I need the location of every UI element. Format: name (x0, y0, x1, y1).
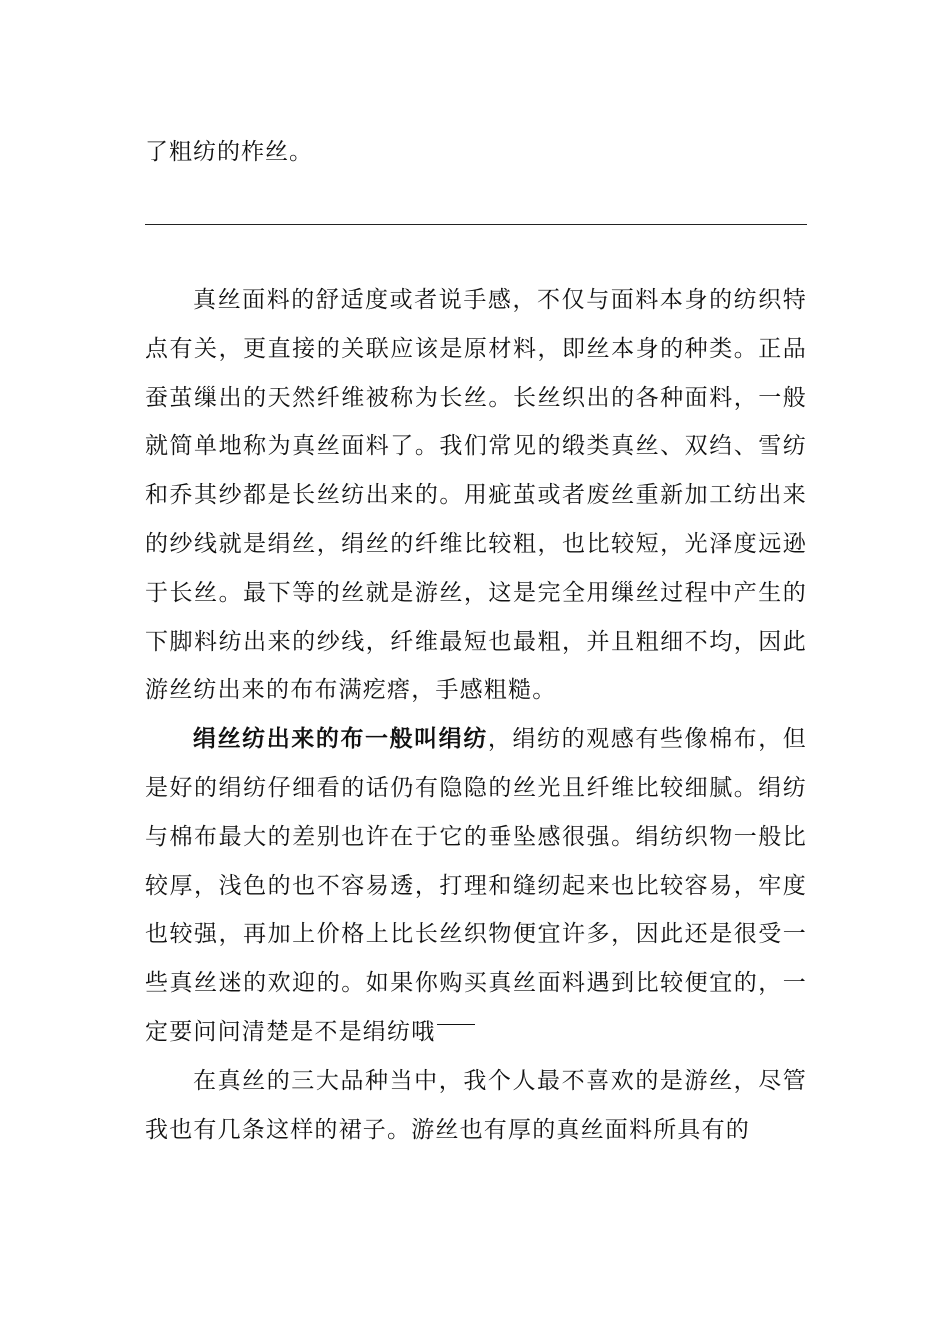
paragraph-text: ，绢纺的观感有些像棉布，但是好的绢纺仔细看的话仍有隐隐的丝光且纤维比较细腻。绢纺与棉布最大的差别也许在于它的垂坠感很强。绢纺织物一般比较厚，浅色的也不容易透，打理和缝纫起来也比较容易，牢度也较强，再加上价格上比长丝织物便宜许多，因此还是很受一些真丝迷的欢迎的。如果你购买真丝面料遇到比较便宜的，一定要问问清楚是不是绢纺哦 (145, 726, 807, 1045)
paragraph-floss-silk (145, 1057, 807, 1155)
paragraph-text: 在真丝的三大品种当中，我个人最不喜欢的是游丝，尽管我也有几条这样的裙子。游丝也有厚的真丝面料所具有的 (145, 1067, 807, 1143)
paragraph-silk-types (145, 276, 807, 715)
em-dash-line (437, 1024, 475, 1025)
continuation-line: 了粗纺的柞丝。 (145, 139, 313, 165)
section-divider (145, 224, 807, 225)
body-text (145, 276, 807, 1154)
paragraph-text: 真丝面料的舒适度或者说手感，不仅与面料本身的纺织特点有关，更直接的关联应该是原材料，即丝本身的种类。正品蚕茧缫出的天然纤维被称为长丝。长丝织出的各种面料，一般就简单地称为真丝面料了。我们常见的缎类真丝、双绉、雪纺和乔其纱都是长丝纺出来的。用疵茧或者废丝重新加工纺出来的纱线就是绢丝，绢丝的纤维比较粗，也比较短，光泽度远逊于长丝。最下等的丝就是游丝，这是完全用缫丝过程中产生的下脚料纺出来的纱线，纤维最短也最粗，并且粗细不均，因此游丝纺出来的布布满疙瘩，手感粗糙。 (145, 287, 807, 704)
paragraph-spun-silk (145, 715, 807, 1057)
bold-lead-phrase: 绢丝纺出来的布一般叫绢纺 (193, 725, 488, 753)
